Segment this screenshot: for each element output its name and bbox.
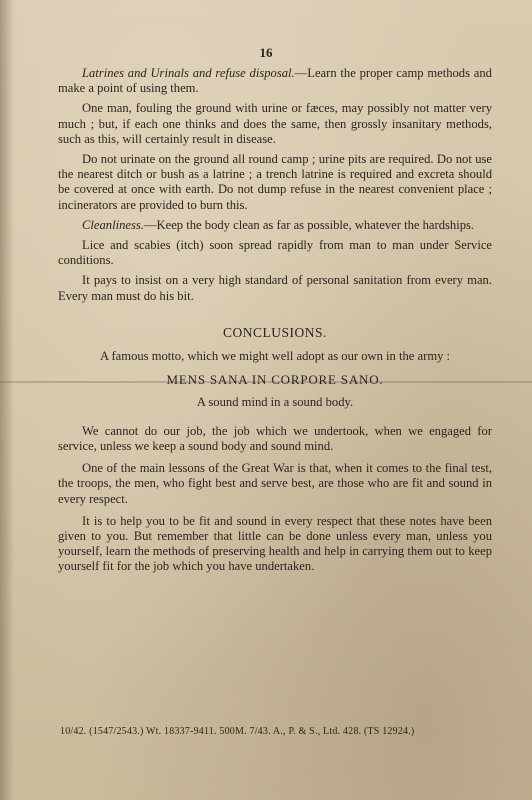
conclusions-heading: CONCLUSIONS. xyxy=(223,324,327,340)
cleanliness-text: —Keep the body clean as far as possible, whatever the hardships. xyxy=(143,217,475,232)
fouling-paragraph: One man, fouling the ground with urine or fæces, may possibly not matter very much ; but, if each one thinks and does the same, then grossly insanitary methods, such as this, will certainly result in disease. xyxy=(58,101,492,146)
cleanliness-paragraph xyxy=(58,218,492,233)
latrines-paragraph xyxy=(58,66,492,96)
sanitation-standard-paragraph: It pays to insist on a very high standard of personal sanitation from every man. Every man must do his bit. xyxy=(58,273,492,303)
main-text xyxy=(58,66,492,580)
conclusion-paragraph-1: We cannot do our job, the job which we undertook, when we engaged for service, unless we keep a sound body and sound mind. xyxy=(58,423,492,454)
cleanliness-run-in-heading: Cleanliness. xyxy=(82,217,144,232)
motto-intro: A famous motto, which we might well adopt as our own in the army : xyxy=(99,348,451,363)
conclusion-paragraph-3: It is to help you to be fit and sound in every respect that these notes have been given to you. But remember that little can be done unless every man, unless you yourself, learn the methods of preserving health and help in carrying them out to keep yourself fit for the job which you have undertaken. xyxy=(58,513,492,574)
conclusion-paragraph-2: One of the main lessons of the Great War is that, when it comes to the final test, the troops, the men, who fight best and serve best, are those who are fit and sound in every respect. xyxy=(58,461,492,506)
latrines-text: —Learn the proper camp methods and make a point of using them. xyxy=(58,66,492,96)
motto-translation: A sound mind in a sound body. xyxy=(196,394,354,409)
print-imprint-footer: 10/42. (1547/2543.) Wt. 18337-9411. 500M. 7/43. A., P. & S., Ltd. 428. (TS 12924.) xyxy=(60,726,415,737)
latin-motto: MENS SANA IN CORPORE SANO. xyxy=(166,371,384,387)
page-edge-shadow xyxy=(0,0,14,800)
urinate-paragraph: Do not urinate on the ground all round camp ; urine pits are required. Do not use the nearest ditch or bush as a latrine ; a trench latrine is required and excreta should be covered at once with earth. Do not dump refuse in the nearest convenient place ; incinerators are provided to burn this. xyxy=(58,152,492,212)
page-number: 16 xyxy=(259,45,273,60)
latrines-run-in-heading: Latrines and Urinals and refuse disposal. xyxy=(82,66,295,80)
lice-paragraph: Lice and scabies (itch) soon spread rapidly from man to man under Service conditions. xyxy=(58,238,492,268)
